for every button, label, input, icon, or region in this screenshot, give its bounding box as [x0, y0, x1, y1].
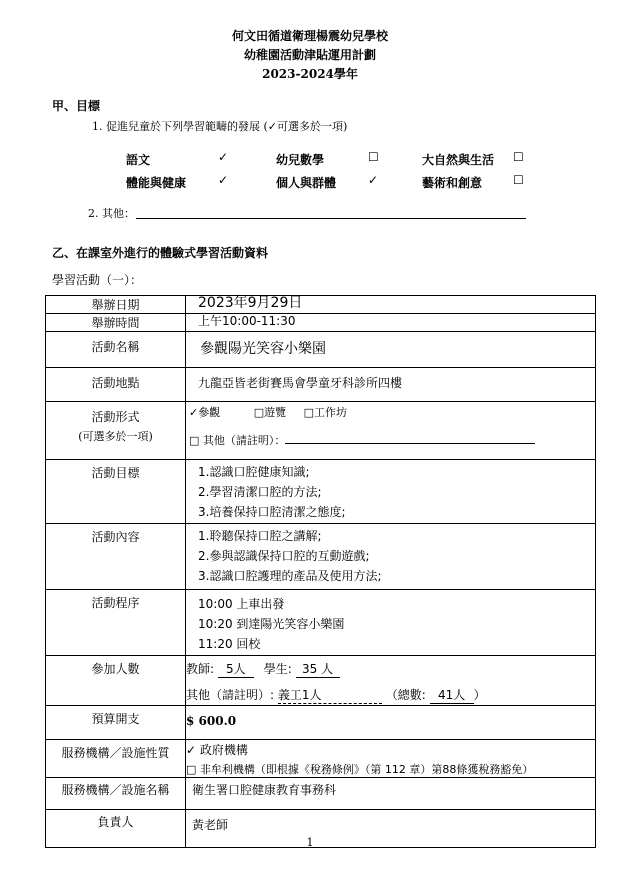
- org-name-label: 服務機構／設施名稱: [46, 778, 186, 810]
- content-label: 活動內容: [46, 524, 186, 590]
- person-label: 負責人: [46, 810, 186, 848]
- goal-item-1: [92, 118, 347, 134]
- other-goal-line: [136, 218, 526, 219]
- people-cell: [186, 656, 596, 706]
- time-value: 上午10:00-11:30: [198, 314, 296, 328]
- domain-label: 藝術和創意: [422, 176, 483, 190]
- people-other: [186, 686, 595, 704]
- total-close: ）: [473, 688, 486, 702]
- goal-item-2: 2. 其他：: [88, 207, 135, 220]
- org-type-gov: ✓ 政府機構: [186, 743, 248, 757]
- other-people-label: 其他（請註明）:: [186, 688, 275, 702]
- procedure-line: 10:20 到達陽光笑容小樂園: [198, 617, 345, 631]
- activity-name: 參觀陽光笑容小樂園: [200, 341, 326, 357]
- budget-label: 預算開支: [46, 706, 186, 740]
- goal-line: 3.培養保持口腔清潔之態度;: [198, 505, 346, 519]
- student-label: 學生:: [263, 662, 292, 676]
- form-other-line: [285, 443, 535, 444]
- checkbox-icon: □: [253, 406, 265, 419]
- domain-mark: ☐: [513, 150, 524, 164]
- domain-mark: ☐: [368, 150, 379, 164]
- org-name-cell: [186, 778, 596, 810]
- total-count: 41人: [430, 686, 474, 704]
- people-label: 參加人數: [46, 656, 186, 706]
- procedure-cell: [186, 590, 596, 656]
- org-type-label: 服務機構／設施性質: [46, 740, 186, 778]
- form-other-label: □ 其他（請註明）：: [189, 434, 286, 447]
- procedure-line: 11:20 回校: [198, 637, 261, 651]
- domain-label: 個人與群體: [276, 176, 337, 190]
- org-type-cell: [186, 740, 596, 778]
- form-other: [186, 432, 595, 448]
- school-year: 2023-2024學年: [262, 67, 358, 81]
- org-name-value: 衛生署口腔健康教育事務科: [192, 783, 337, 797]
- date-label: 舉辦日期: [46, 296, 186, 314]
- people-counts: [186, 656, 595, 678]
- form-options: [186, 402, 595, 420]
- form-cell: [186, 402, 596, 460]
- student-count: 35 人: [296, 660, 340, 678]
- check-icon: ✓: [267, 120, 277, 133]
- domain-label: 體能與健康: [126, 176, 187, 190]
- date-cell: [186, 296, 596, 314]
- venue-cell: [186, 368, 596, 402]
- section-b-title: 乙、在課室外進行的體驗式學習活動資料: [52, 246, 269, 260]
- domain-mark: ☐: [513, 173, 524, 187]
- time-cell: [186, 314, 596, 332]
- name-cell: [186, 332, 596, 368]
- venue-label: 活動地點: [46, 368, 186, 402]
- section-a-title: 甲、目標: [52, 99, 101, 113]
- goal-line: 2.學習清潔口腔的方法;: [198, 485, 322, 499]
- teacher-count: 5人: [218, 660, 254, 678]
- goal-line: 1.認識口腔健康知識;: [198, 465, 310, 479]
- activity-table: [45, 295, 596, 848]
- activity-label: 學習活動（一）：: [52, 273, 143, 287]
- goal-label: 活動目標: [46, 460, 186, 524]
- domain-label: 語文: [126, 153, 151, 167]
- check-icon: ✓: [189, 406, 199, 419]
- domain-mark: ✓: [368, 173, 379, 187]
- content-line: 1.聆聽保持口腔之講解;: [198, 529, 322, 543]
- domain-mark: ✓: [218, 173, 229, 187]
- domain-mark: ✓: [218, 150, 229, 164]
- procedure-label: 活動程序: [46, 590, 186, 656]
- venue-value: 九龍亞皆老街賽馬會學童牙科診所四樓: [198, 376, 403, 390]
- name-label: 活動名稱: [46, 332, 186, 368]
- form-option-visit: ✓參觀: [189, 406, 221, 419]
- school-name: 何文田循道衛理楊震幼兒學校: [231, 29, 388, 43]
- budget-cell: [186, 706, 596, 740]
- form-label-cell: [46, 402, 186, 460]
- total-label: （總數:: [385, 688, 426, 702]
- form-option-workshop: □工作坊: [303, 406, 348, 419]
- date-value: 2023年9月29日: [198, 295, 303, 311]
- goal-item-1-text: 1. 促進兒童於下列學習範疇的發展 (: [92, 120, 268, 133]
- goal-cell: [186, 460, 596, 524]
- procedure-line: 10:00 上車出發: [198, 597, 285, 611]
- teacher-label: 教師:: [186, 662, 215, 676]
- checkbox-icon: □: [303, 406, 315, 419]
- page-number: 1: [306, 836, 314, 849]
- form-option-tour: □遊覽: [253, 406, 287, 419]
- domain-label: 大自然與生活: [422, 153, 495, 167]
- content-cell: [186, 524, 596, 590]
- content-line: 3.認識口腔護理的產品及使用方法;: [198, 569, 382, 583]
- budget-value: $ 600.0: [186, 714, 237, 728]
- content-line: 2.參與認識保持口腔的互動遊戲;: [198, 549, 370, 563]
- plan-title: 幼稚園活動津貼運用計劃: [243, 48, 376, 62]
- form-note: (可選多於一項): [78, 430, 153, 443]
- other-people-value: 義工1人: [278, 686, 382, 704]
- org-type-ngo: □ 非牟利機構（即根據《稅務條例》（第 112 章）第88條獲稅務豁免）: [186, 763, 534, 776]
- form-label: 活動形式: [91, 410, 140, 424]
- person-value: 黃老師: [192, 818, 229, 832]
- domain-label: 幼兒數學: [276, 153, 325, 167]
- goal-item-1-tail: 可選多於一項): [277, 120, 348, 133]
- time-label: 舉辦時間: [46, 314, 186, 332]
